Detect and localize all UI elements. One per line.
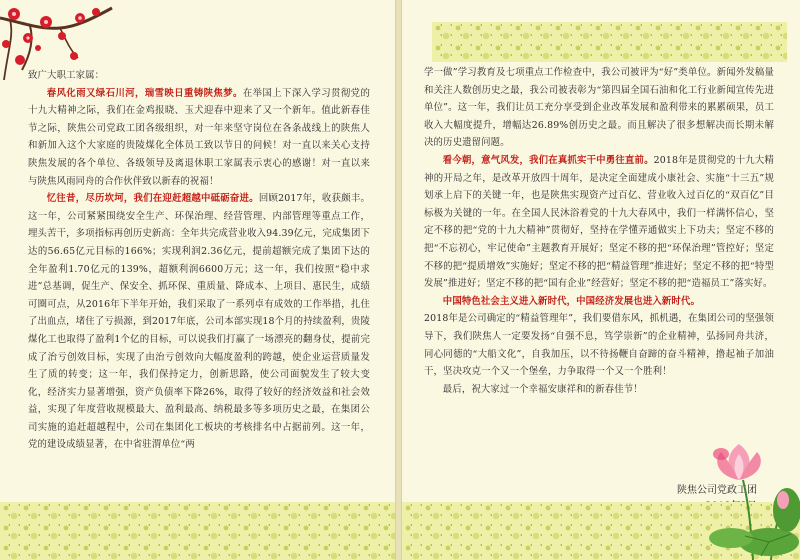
letter-body-left <box>28 67 370 454</box>
signature-organization: 陕焦公司党政工团 <box>677 485 757 496</box>
left-page <box>0 0 396 560</box>
paragraph-2 <box>28 190 370 454</box>
heading-look-today: 看今朝，意气风发，我们在真抓实干中勇往直前。 <box>442 154 654 166</box>
decorative-band-bottom-left <box>0 502 395 560</box>
heading-new-era: 中国特色社会主义进入新时代，中国经济发展也进入新时代。 <box>442 295 700 307</box>
paragraph-3 <box>424 152 774 293</box>
paragraph-2-text: 回顾2017年，收获颇丰。这一年，公司紧紧围绕安全生产、环保治理、经营管理、内部管理等重点工作，埋头苦干，多项指标再创历史新高：全年共完成营业收入94.39亿元，完成集团下达的56.65亿元目标的166%；实现利润2.36亿元，提前超额完成了集团下达的全年盈利1.70亿元的139%，超额利润6600万元；这一年，我们按照“稳中求进”总基调，促生产、保安全、抓环保、重质量、降成本、上项目、惠民生，成绩可圈可点，从2016年下半年开始，我们采取了一系列卓有成效的工作举措，扎住了出血点，堵住了亏损源，到2017年底，公司本部实现18个月的持续盈利，贵陵煤化工也取得了盈利1个亿的目标，可以说我们打赢了一场漂亮的翻身仗，提前完成了治亏创效目标，实现了由治亏创效向大幅度盈利的跨越，使企业运营质量发生了质的转变；这一年，我们保持定力，创新思路，使公司面貌发生了较大变化，经济实力显著增强，资产负债率下降26%，取得了较好的经济效益和社会效益，实现了年度营收规模最大、盈利最高、纳税最多等多项历史之最，在集团公司实施的追赶超越程中，公司在集团化工板块的考核排名中占据前列。这一年，党的建设成绩显著，在中省驻渭单位“两 <box>28 193 370 451</box>
paragraph-1 <box>28 85 370 191</box>
paragraph-1-text: 在举国上下深入学习贯彻党的十九大精神之际，我们在金鸡报晓、玉犬迎春中迎来了又一个新年。值此新春佳节之际，陕焦公司党政工团各级组织，对一年来坚守岗位在各条战线上的陕焦人和新加入这个大家庭的贵陵煤化全体员工致以节日的问候！对一直以来关心支持陕焦发展的各个单位、各级领导及离退休职工家属表示衷心的感谢！对一直以来与陕焦风雨同舟的合作伙伴致以新春的祝福！ <box>28 87 370 187</box>
decorative-band-top-right <box>432 22 787 62</box>
paragraph-4-text: 2018年是公司确定的“精益管理年”，我们要借东风，抓机遇，在集团公司的坚强领导下，我们陕焦人一定要发扬“自强不息，笃学崇新”的企业精神，弘扬同舟共济，同心同德的“大船文化”，自我加压，以不待扬鞭自奋蹄的奋斗精神，撸起袖子加油干，坚决攻克一个又一个堡垒，力争取得一个又一个胜利！ <box>424 313 774 378</box>
closing-wish: 最后，祝大家过一个幸福安康祥和的新春佳节！ <box>442 383 643 395</box>
heading-look-back: 忆往昔，尽历坎坷，我们在迎赶超越中砥砺奋进。 <box>46 193 259 205</box>
paragraph-continued: 学一做”学习教育及七项重点工作检查中，我公司被评为“好”类单位。新闻外发稿量和关注人数创历史之最，我公司被表彰为“第四届全国石油和化工行业新闻宣传先进单位”。这一年，我们让员工充分享受到企业改革发展和盈利带来的累累硕果，员工收入大幅度提升，增幅达26.89%创历史之最。而且解决了很多想解决而长期未解决的历史遗留问题。 <box>424 67 774 149</box>
letter-body-right <box>424 64 774 398</box>
heading-spring-breeze: 春风化雨又绿石川河，瑞雪映日重铸陕焦梦。 <box>46 87 243 99</box>
right-page <box>401 0 800 560</box>
lotus-illustration <box>691 410 800 560</box>
paragraph-3-text: 2018年是贯彻党的十九大精神的开局之年，是改革开放四十周年，是决定全面建成小康社会、实施“十三五”规划承上启下的关键一年，也是陕焦实现资产过百亿、营业收入过百亿的“双百亿”目标极为关键的一年。在全国人民沐浴着党的十九大春风中，我们一样满怀信心，坚定不移的把“党的十九大精神”贯彻好，坚持在学懂弄通做实上下功夫；坚定不移的把“不忘初心，牢记使命”主题教育开展好；坚定不移的把“环保治理”管控好；坚定不移的把“提质增效”实施好；坚定不移的把“精益管理”推进好；坚定不移的把“特型发展”推进好；坚定不移的把“国有企业”经营好；坚定不移的把“造福员工”落实好。 <box>424 154 774 290</box>
greeting: 致广大职工家属： <box>28 70 105 81</box>
